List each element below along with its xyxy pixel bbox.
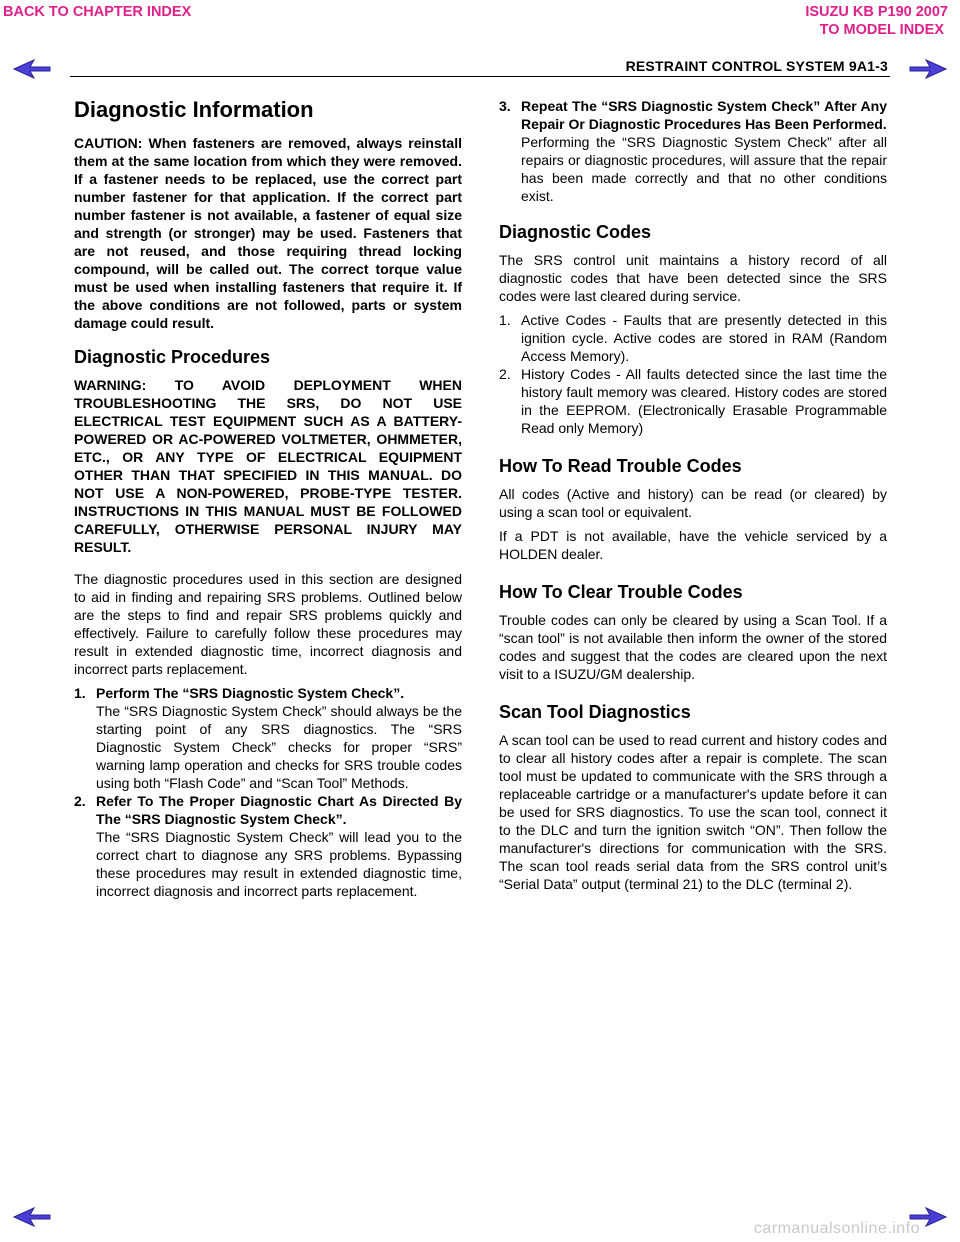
section-heading-clear-trouble-codes: How To Clear Trouble Codes <box>499 582 743 602</box>
page-header-title: RESTRAINT CONTROL SYSTEM 9A1-3 <box>625 58 888 74</box>
section-heading-read-trouble-codes: How To Read Trouble Codes <box>499 456 742 476</box>
left-column <box>74 92 462 906</box>
procedure-steps-list <box>74 684 462 900</box>
back-to-chapter-index-link[interactable]: BACK TO CHAPTER INDEX <box>3 4 192 20</box>
scan-tool-paragraph: A scan tool can be used to read current and history codes and to clear all history codes after a repair is complete. The scan tool must be updated to communicate with the SRS through a replaceable cartridge or a manufacturer's update before it can be used for SRS diagnostics. To use the scan tool, connect it to the DLC and turn the ignition switch “ON”. Then follow the manufacturer's directions for communication with the SRS. The scan tool reads serial data from the SRS control unit’s “Serial Data” output (terminal 21) to the DLC (terminal 2). <box>499 732 887 892</box>
header-divider <box>70 76 890 77</box>
caution-paragraph: CAUTION: When fasteners are removed, always reinstall them at the same location from which they were removed. If a fastener needs to be replaced, use the correct part number fastener for that application. If the correct part number fastener is not available, a fastener of equal size and strength (or stronger) may be used. Fasteners that are not reused, and those requiring thread locking compound, will be called out. The correct torque value must be used when installing fasteners that require it. If the above conditions are not followed, parts or system damage could result. <box>74 135 462 331</box>
list-item <box>499 97 887 205</box>
clear-codes-paragraph: Trouble codes can only be cleared by using a Scan Tool. If a “scan tool” is not available then inform the owner of the stored codes and suggest that the codes are cleared upon the next visit to a ISUZU/GM dealership. <box>499 612 887 682</box>
step-number: 1. <box>74 685 86 701</box>
section-heading-diagnostic-procedures: Diagnostic Procedures <box>74 347 271 367</box>
list-item <box>74 684 462 792</box>
model-name-link[interactable]: ISUZU KB P190 2007 <box>805 4 948 20</box>
code-text: History Codes - All faults detected since the last time the history fault memory was cleared. History codes are stored in the EEPROM. (Electronically Erasable Programmable Read only Memory) <box>521 366 887 436</box>
code-number: 2. <box>499 366 511 382</box>
section-heading-scan-tool-diagnostics: Scan Tool Diagnostics <box>499 702 691 722</box>
step-title: Repeat The “SRS Diagnostic System Check” After Any Repair Or Diagnostic Procedures Has Been Performed. <box>521 98 887 132</box>
code-number: 1. <box>499 312 511 328</box>
list-item <box>499 311 887 365</box>
codes-paragraph: The SRS control unit maintains a history record of all diagnostic codes that have been detected since the SRS codes were last cleared during service. <box>499 252 887 304</box>
list-item <box>74 792 462 900</box>
section-heading-diagnostic-codes: Diagnostic Codes <box>499 222 652 242</box>
next-page-arrow-icon[interactable] <box>908 58 948 80</box>
pdt-paragraph: If a PDT is not available, have the vehicle serviced by a HOLDEN dealer. <box>499 528 887 562</box>
right-column <box>499 97 887 899</box>
watermark: carmanualsonline.info <box>753 1220 920 1237</box>
step-text: The “SRS Diagnostic System Check” should always be the starting point of any SRS diagnostics. The “SRS Diagnostic System Check” checks for proper “SRS” warning lamp operation and checks for SRS trouble codes using both “Flash Code” and “Scan Tool” Methods. <box>96 703 462 791</box>
read-codes-paragraph: All codes (Active and history) can be read (or cleared) by using a scan tool or equivalent. <box>499 486 887 520</box>
previous-page-arrow-icon[interactable] <box>12 1206 52 1228</box>
previous-page-arrow-icon[interactable] <box>12 58 52 80</box>
step-number: 3. <box>499 98 511 114</box>
code-text: Active Codes - Faults that are presently detected in this ignition cycle. Active codes are stored in RAM (Random Access Memory). <box>521 312 887 364</box>
list-item <box>499 365 887 437</box>
codes-list <box>499 311 887 437</box>
step-text: Performing the “SRS Diagnostic System Check” after all repairs or diagnostic procedures, will assure that the repair has been made correctly and that no other conditions exist. <box>521 134 887 204</box>
step-title: Perform The “SRS Diagnostic System Check”. <box>96 685 405 701</box>
procedures-intro-paragraph: The diagnostic procedures used in this section are designed to aid in finding and repairing SRS problems. Outlined below are the steps to find and repair SRS problems quickly and effectively. Failure to carefully follow these procedures may result in extended diagnostic time, incorrect diagnosis and incorrect parts replacement. <box>74 571 462 677</box>
step-number: 2. <box>74 793 86 809</box>
section-heading-diagnostic-information: Diagnostic Information <box>74 97 314 122</box>
to-model-index-link[interactable]: TO MODEL INDEX <box>819 22 944 38</box>
warning-paragraph: WARNING: TO AVOID DEPLOYMENT WHEN TROUBLESHOOTING THE SRS, DO NOT USE ELECTRICAL TEST EQUIPMENT SUCH AS A BATTERY-POWERED OR AC-POWERED VOLTMETER, OHMMETER, ETC., OR ANY TYPE OF ELECTRICAL EQUIPMENT OTHER THAN THAT SPECIFIED IN THIS MANUAL. DO NOT USE A NON-POWERED, PROBE-TYPE TESTER. INSTRUCTIONS IN THIS MANUAL MUST BE FOLLOWED CAREFULLY, OTHERWISE PERSONAL INJURY MAY RESULT. <box>74 377 462 555</box>
step-title: Refer To The Proper Diagnostic Chart As Directed By The “SRS Diagnostic System Check”. <box>96 793 462 827</box>
step-text: The “SRS Diagnostic System Check” will lead you to the correct chart to diagnose any SRS problems. Bypassing these procedures may result in extended diagnostic time, incorrect diagnosis and incorrect parts replacement. <box>96 829 462 899</box>
procedure-step-3 <box>499 97 887 205</box>
